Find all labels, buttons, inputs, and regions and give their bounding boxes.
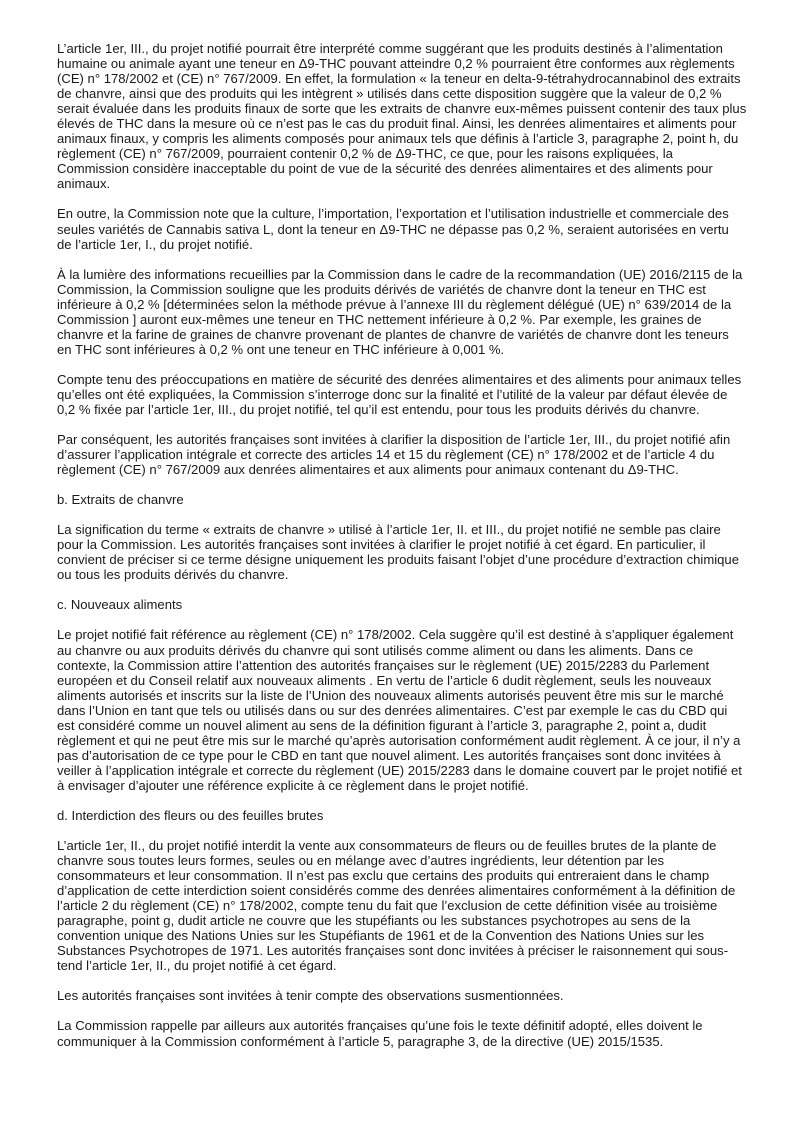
paragraph-4: Compte tenu des préoccupations en matière de sécurité des denrées alimentaires et des aliments pour animaux telles qu’elles ont été expliquées, la Commission s’interroge donc sur la finalité et l’utilité de la valeur par défaut élevée de 0,2 % fixée par l’article 1er, III., du projet notifié, tel qu’il est entendu, pour tous les produits dérivés du chanvre.	[57, 371, 742, 417]
paragraph-7: Le projet notifié fait référence au règlement (CE) n° 178/2002. Cela suggère qu’il est destiné à s’appliquer également au chanvre ou aux produits dérivés du chanvre qui sont utilisés comme aliment ou dans les aliments. Dans ce contexte, la Commission attire l’attention des autorités françaises sur le règlement (UE) 2015/2283 du Parlement européen et du Conseil relatif aux nouveaux aliments . En vertu de l’article 6 dudit règlement, seuls les nouveaux aliments autorisés et inscrits sur la liste de l’Union des nouveaux aliments autorisés peuvent être mis sur le marché dans l’Union en tant que tels ou utilisés dans ou sur des denrées alimentaires. C’est par exemple le cas du CBD qui est considéré comme un nouvel aliment au sens de la définition figurant à l’article 3, paragraphe 2, point a, dudit règlement et qui ne peut être mis sur le marché qu’après autorisation conformément audit règlement. À ce jour, il n’y a pas d’autorisation de ce type pour le CBD en tant que nouvel aliment. Les autorités françaises sont donc invitées à veiller à l’application intégrale et correcte du règlement (UE) 2015/2283 dans le domaine couvert par le projet notifié et à envisager d’ajouter une référence explicite à ce règlement dans le projet notifié.	[57, 627, 742, 793]
paragraph-3: À la lumière des informations recueillies par la Commission dans le cadre de la recommandation (UE) 2016/2115 de la Commission, la Commission souligne que les produits dérivés de variétés de chanvre dont la teneur en THC est inférieure à 0,2 % [déterminées selon la méthode prévue à l’annexe III du règlement délégué (UE) n° 639/2014 de la Commission ] auront eux-mêmes une teneur en THC nettement inférieure à 0,2 %. Par exemple, les graines de chanvre et la farine de graines de chanvre provenant de plantes de chanvre de variétés de chanvre dont les teneurs en THC sont inférieures à 0,2 % ont une teneur en THC inférieure à 0,001 %.	[57, 266, 743, 357]
paragraph-10: La Commission rappelle par ailleurs aux autorités françaises qu’une fois le texte définitif adopté, elles doivent le communiquer à la Commission conformément à l’article 5, paragraphe 3, de la directive (UE) 2015/1535.	[57, 1018, 703, 1049]
paragraph-5: Par conséquent, les autorités françaises sont invitées à clarifier la disposition de l’article 1er, III., du projet notifié afin d’assurer l’application intégrale et correcte des articles 14 et 15 du règlement (CE) n° 178/2002 et de l’article 4 du règlement (CE) n° 767/2009 aux denrées alimentaires et aux aliments pour animaux contenant du Δ9-THC.	[57, 432, 731, 478]
paragraph-6: La signification du terme « extraits de chanvre » utilisé à l’article 1er, II. et III., du projet notifié ne semble pas claire pour la Commission. Les autorités françaises sont invitées à clarifier le projet notifié à cet égard. En particulier, il convient de préciser si ce terme désigne uniquement les produits faisant l’objet d’une procédure d’extraction chimique ou tous les produits dérivés du chanvre.	[57, 522, 739, 583]
section-heading-d: d. Interdiction des fleurs ou des feuilles brutes	[57, 807, 324, 823]
paragraph-2: En outre, la Commission note que la culture, l’importation, l’exportation et l’utilisation industrielle et commerciale des seules variétés de Cannabis sativa L, dont la teneur en Δ9-THC ne dépasse pas 0,2 %, seraient autorisées en vertu de l’article 1er, I., du projet notifié.	[57, 206, 729, 252]
paragraph-9: Les autorités françaises sont invitées à tenir compte des observations susmentionnées.	[57, 988, 564, 1004]
paragraph-8: L’article 1er, II., du projet notifié interdit la vente aux consommateurs de fleurs ou de feuilles brutes de la plante de chanvre sous toutes leurs formes, seules ou en mélange avec d’autres ingrédients, leur détention par les consommateurs et leur consommation. Il n’est pas exclu que certains des produits qui entreraient dans le champ d’application de cette interdiction soient considérés comme des denrées alimentaires conformément à la définition de l’article 2 du règlement (CE) n° 178/2002, compte tenu du fait que l’exclusion de cette définition visée au troisième paragraphe, point g, dudit article ne couvre que les stupéfiants ou les substances psychotropes au sens de la convention unique des Nations Unies sur les Stupéfiants de 1961 et de la Convention des Nations Unies sur les Substances Psychotropes de 1971. Les autorités françaises sont donc invitées à préciser le raisonnement qui sous-tend l’article 1er, II., du projet notifié à cet égard.	[57, 838, 736, 974]
document-body	[57, 41, 747, 1064]
section-heading-c: c. Nouveaux aliments	[57, 597, 183, 613]
section-heading-b: b. Extraits de chanvre	[57, 492, 184, 508]
paragraph-1: L’article 1er, III., du projet notifié pourrait être interprété comme suggérant que les produits destinés à l’alimentation humaine ou animale ayant une teneur en Δ9-THC pouvant atteindre 0,2 % pourraient être conformes aux règlements (CE) n° 178/2002 et (CE) n° 767/2009. En effet, la formulation « la teneur en delta-9-tétrahydrocannabinol des extraits de chanvre, ainsi que des produits qui les intègrent » utilisés dans cette disposition suggère que la valeur de 0,2 % serait évaluée dans les produits finaux de sorte que les extraits de chanvre eux-mêmes puissent contenir des taux plus élevés de THC dans la mesure où ce n’est pas le cas du produit final. Ainsi, les denrées alimentaires et aliments pour animaux finaux, y compris les aliments composés pour animaux tels que définis à l’article 3, paragraphe 2, point h, du règlement (CE) n° 767/2009, pourraient contenir 0,2 % de Δ9-THC, ce que, pour les raisons expliquées, la Commission considère inacceptable du point de vue de la sécurité des denrées alimentaires et des aliments pour animaux.	[57, 41, 747, 192]
